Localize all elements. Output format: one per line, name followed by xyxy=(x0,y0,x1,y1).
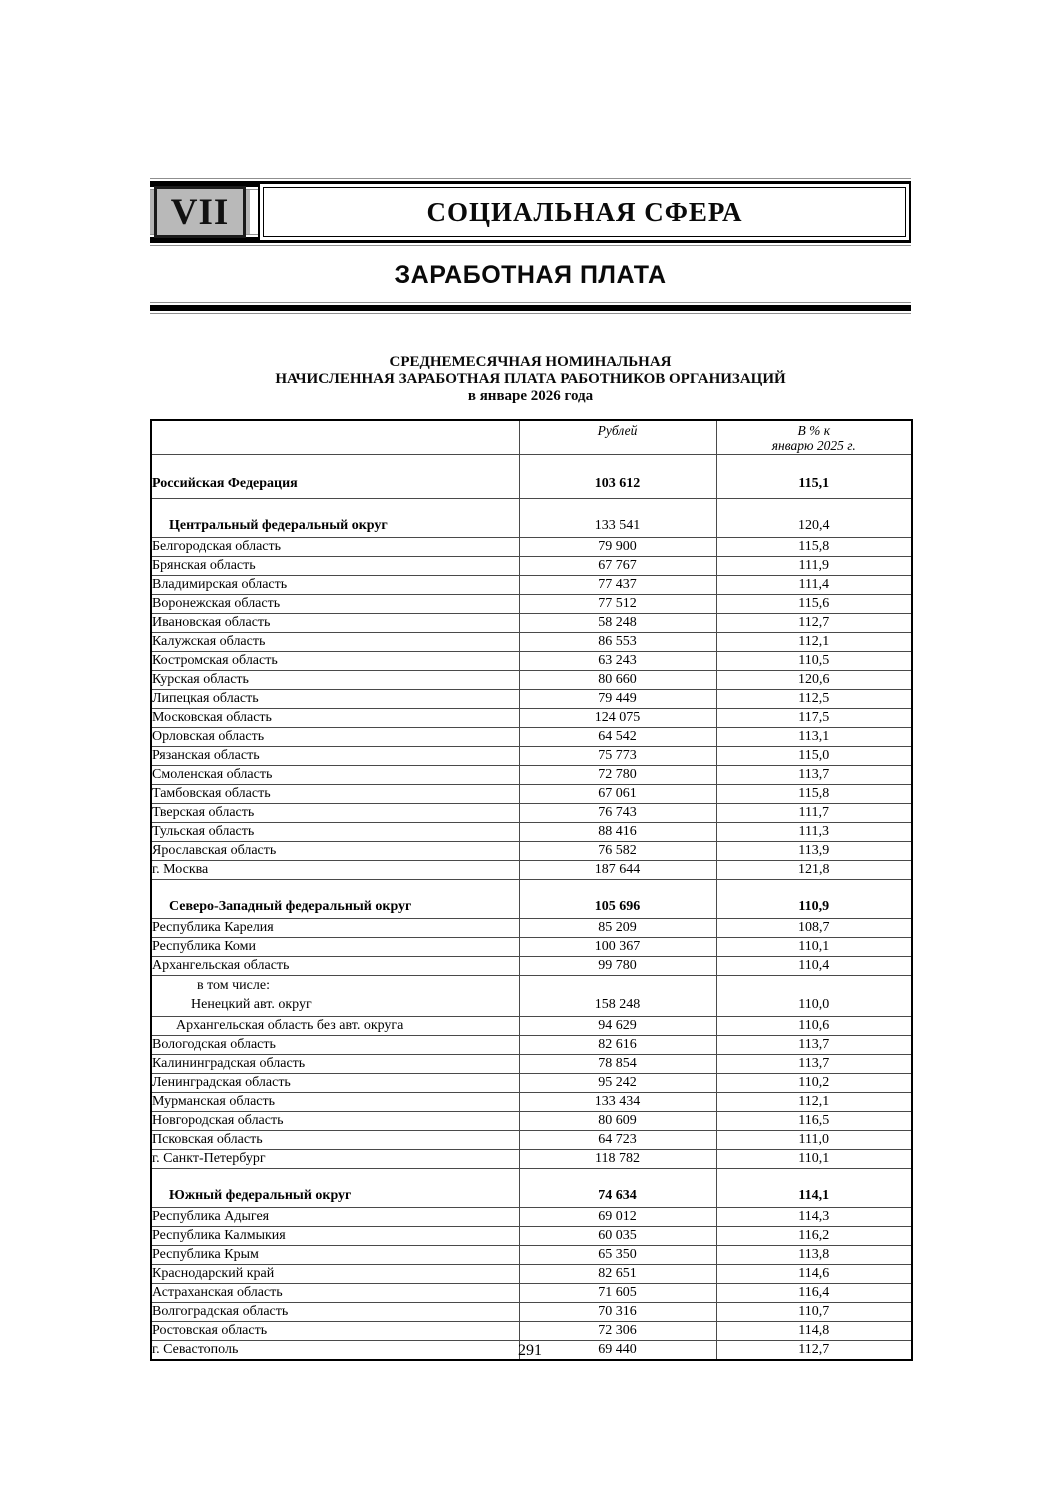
table-row xyxy=(151,727,912,746)
rubles-cell: 94 629 xyxy=(519,1016,716,1035)
percent-cell: 110,4 xyxy=(716,956,912,975)
rubles-column-header: Рублей xyxy=(519,420,716,454)
table-row xyxy=(151,879,912,918)
percent-cell: 110,6 xyxy=(716,1016,912,1035)
table-row xyxy=(151,454,912,498)
rubles-cell: 100 367 xyxy=(519,937,716,956)
table-row xyxy=(151,746,912,765)
region-label-cell: Республика Карелия xyxy=(151,918,519,937)
percent-cell: 110,2 xyxy=(716,1073,912,1092)
table-row xyxy=(151,918,912,937)
region-label-cell: Ярославская область xyxy=(151,841,519,860)
page-content xyxy=(150,178,911,1361)
region-label-cell: Тульская область xyxy=(151,822,519,841)
percent-cell: 112,1 xyxy=(716,1092,912,1111)
chapter-header xyxy=(150,178,911,246)
table-row xyxy=(151,1054,912,1073)
region-label-cell: г. Москва xyxy=(151,860,519,879)
chapter-title-box xyxy=(258,182,911,242)
region-label-cell: Республика Коми xyxy=(151,937,519,956)
chapter-number: VII xyxy=(170,191,230,233)
region-label-cell: Тамбовская область xyxy=(151,784,519,803)
percent-column-header xyxy=(716,420,912,454)
rubles-cell: 63 243 xyxy=(519,651,716,670)
row-label: Ненецкий авт. округ xyxy=(191,996,312,1012)
chapter-number-box xyxy=(154,186,246,238)
region-label-cell: Орловская область xyxy=(151,727,519,746)
region-label-cell: Липецкая область xyxy=(151,689,519,708)
rubles-cell: 79 449 xyxy=(519,689,716,708)
page-number: 291 xyxy=(518,1342,542,1359)
percent-column-header-line1: В % к xyxy=(797,423,831,438)
rubles-cell: 77 512 xyxy=(519,594,716,613)
region-label-cell: Московская область xyxy=(151,708,519,727)
region-label-cell: г. Севастополь xyxy=(151,1340,519,1360)
region-label-cell: Смоленская область xyxy=(151,765,519,784)
region-label-cell: Ленинградская область xyxy=(151,1073,519,1092)
table-row xyxy=(151,1207,912,1226)
rubles-cell: 133 541 xyxy=(519,498,716,537)
rubles-cell: 82 616 xyxy=(519,1035,716,1054)
rubles-cell: 71 605 xyxy=(519,1283,716,1302)
region-label-cell: Ивановская область xyxy=(151,613,519,632)
rubles-cell: 74 634 xyxy=(519,1168,716,1207)
region-label-cell: Курская область xyxy=(151,670,519,689)
table-row xyxy=(151,1321,912,1340)
rubles-cell: 124 075 xyxy=(519,708,716,727)
table-row xyxy=(151,956,912,975)
percent-cell: 115,1 xyxy=(716,454,912,498)
rubles-cell: 103 612 xyxy=(519,454,716,498)
table-row xyxy=(151,765,912,784)
table-row xyxy=(151,556,912,575)
table-row xyxy=(151,1226,912,1245)
table-title xyxy=(150,354,911,405)
wages-table-body xyxy=(151,454,912,1360)
rubles-cell: 80 660 xyxy=(519,670,716,689)
rubles-cell: 69 440 xyxy=(519,1340,716,1360)
percent-cell: 110,1 xyxy=(716,937,912,956)
region-label-cell: г. Санкт-Петербург xyxy=(151,1149,519,1168)
percent-cell: 112,1 xyxy=(716,632,912,651)
percent-cell: 114,8 xyxy=(716,1321,912,1340)
rubles-cell: 99 780 xyxy=(519,956,716,975)
percent-cell: 111,7 xyxy=(716,803,912,822)
table-row xyxy=(151,975,912,1016)
region-label-cell: Калининградская область xyxy=(151,1054,519,1073)
table-row xyxy=(151,1073,912,1092)
table-row xyxy=(151,937,912,956)
percent-cell: 121,8 xyxy=(716,860,912,879)
region-label-cell: Белгородская область xyxy=(151,537,519,556)
table-row xyxy=(151,594,912,613)
table-row xyxy=(151,670,912,689)
percent-cell: 116,5 xyxy=(716,1111,912,1130)
percent-cell: 114,3 xyxy=(716,1207,912,1226)
rubles-cell: 58 248 xyxy=(519,613,716,632)
region-label-cell: Архангельская область без авт. округа xyxy=(151,1016,519,1035)
percent-cell: 111,4 xyxy=(716,575,912,594)
rubles-cell: 60 035 xyxy=(519,1226,716,1245)
header-rule-bottom xyxy=(150,302,911,314)
percent-cell: 113,9 xyxy=(716,841,912,860)
region-label-cell: Республика Крым xyxy=(151,1245,519,1264)
table-row xyxy=(151,1302,912,1321)
percent-cell: 111,3 xyxy=(716,822,912,841)
percent-cell: 113,1 xyxy=(716,727,912,746)
percent-column-header-line2: январю 2025 г. xyxy=(771,438,856,453)
rubles-cell: 75 773 xyxy=(519,746,716,765)
table-row xyxy=(151,613,912,632)
percent-cell: 114,1 xyxy=(716,1168,912,1207)
percent-cell: 116,4 xyxy=(716,1283,912,1302)
percent-cell: 110,7 xyxy=(716,1302,912,1321)
rubles-cell: 105 696 xyxy=(519,879,716,918)
wages-table-header xyxy=(151,420,912,454)
percent-cell: 120,4 xyxy=(716,498,912,537)
region-label-cell: Центральный федеральный округ xyxy=(151,498,519,537)
rubles-cell: 72 780 xyxy=(519,765,716,784)
region-label-cell: Мурманская область xyxy=(151,1092,519,1111)
percent-cell: 112,5 xyxy=(716,689,912,708)
region-label-cell: Республика Калмыкия xyxy=(151,1226,519,1245)
percent-cell: 114,6 xyxy=(716,1264,912,1283)
rubles-cell: 76 743 xyxy=(519,803,716,822)
percent-cell: 112,7 xyxy=(716,1340,912,1360)
table-row xyxy=(151,1092,912,1111)
table-row xyxy=(151,1111,912,1130)
rubles-cell: 64 542 xyxy=(519,727,716,746)
rubles-cell: 72 306 xyxy=(519,1321,716,1340)
table-row xyxy=(151,689,912,708)
percent-cell: 117,5 xyxy=(716,708,912,727)
region-label-cell: Воронежская область xyxy=(151,594,519,613)
region-label-cell xyxy=(151,975,519,1016)
table-row xyxy=(151,1168,912,1207)
table-row xyxy=(151,575,912,594)
rubles-cell: 67 061 xyxy=(519,784,716,803)
wages-table xyxy=(150,419,913,1361)
rubles-cell: 78 854 xyxy=(519,1054,716,1073)
rubles-cell: 158 248 xyxy=(519,975,716,1016)
percent-cell: 111,9 xyxy=(716,556,912,575)
rubles-cell: 79 900 xyxy=(519,537,716,556)
rubles-cell: 133 434 xyxy=(519,1092,716,1111)
rubles-cell: 70 316 xyxy=(519,1302,716,1321)
percent-cell: 110,9 xyxy=(716,879,912,918)
percent-cell: 113,7 xyxy=(716,765,912,784)
table-row xyxy=(151,498,912,537)
table-header-row xyxy=(151,420,912,454)
table-title-line2: НАЧИСЛЕННАЯ ЗАРАБОТНАЯ ПЛАТА РАБОТНИКОВ ОРГАНИЗАЦИЙ xyxy=(275,371,786,387)
region-label-cell: Рязанская область xyxy=(151,746,519,765)
percent-cell: 115,8 xyxy=(716,784,912,803)
chapter-title: СОЦИАЛЬНАЯ СФЕРА xyxy=(426,196,743,227)
percent-cell: 120,6 xyxy=(716,670,912,689)
table-row xyxy=(151,1149,912,1168)
table-row xyxy=(151,822,912,841)
table-row xyxy=(151,1264,912,1283)
region-label-cell: Российская Федерация xyxy=(151,454,519,498)
rubles-cell: 88 416 xyxy=(519,822,716,841)
rubles-cell: 67 767 xyxy=(519,556,716,575)
percent-cell: 108,7 xyxy=(716,918,912,937)
region-label-cell: Псковская область xyxy=(151,1130,519,1149)
percent-cell: 116,2 xyxy=(716,1226,912,1245)
table-row xyxy=(151,803,912,822)
region-label-cell: Тверская область xyxy=(151,803,519,822)
rubles-cell: 64 723 xyxy=(519,1130,716,1149)
rubles-cell: 118 782 xyxy=(519,1149,716,1168)
region-label-cell: Северо-Западный федеральный округ xyxy=(151,879,519,918)
region-label-cell: Новгородская область xyxy=(151,1111,519,1130)
row-note: в том числе: xyxy=(197,977,270,993)
rubles-cell: 69 012 xyxy=(519,1207,716,1226)
table-row xyxy=(151,651,912,670)
region-label-cell: Волгоградская область xyxy=(151,1302,519,1321)
table-row xyxy=(151,537,912,556)
table-title-line1: СРЕДНЕМЕСЯЧНАЯ НОМИНАЛЬНАЯ xyxy=(389,354,672,370)
rubles-cell: 77 437 xyxy=(519,575,716,594)
table-row xyxy=(151,632,912,651)
percent-cell: 113,8 xyxy=(716,1245,912,1264)
percent-cell: 110,0 xyxy=(716,975,912,1016)
percent-cell: 111,0 xyxy=(716,1130,912,1149)
region-label-cell: Ростовская область xyxy=(151,1321,519,1340)
region-label-cell: Костромская область xyxy=(151,651,519,670)
region-label-cell: Калужская область xyxy=(151,632,519,651)
region-label-cell: Архангельская область xyxy=(151,956,519,975)
rubles-cell: 80 609 xyxy=(519,1111,716,1130)
table-row xyxy=(151,784,912,803)
rubles-cell: 85 209 xyxy=(519,918,716,937)
percent-cell: 115,8 xyxy=(716,537,912,556)
region-label-cell: Краснодарский край xyxy=(151,1264,519,1283)
region-label-cell: Южный федеральный округ xyxy=(151,1168,519,1207)
region-column-header xyxy=(151,420,519,454)
table-row xyxy=(151,841,912,860)
table-title-line3: в январе 2026 года xyxy=(467,388,594,404)
percent-cell: 110,1 xyxy=(716,1149,912,1168)
percent-cell: 112,7 xyxy=(716,613,912,632)
table-row xyxy=(151,1035,912,1054)
percent-cell: 110,5 xyxy=(716,651,912,670)
rubles-cell: 65 350 xyxy=(519,1245,716,1264)
section-title: ЗАРАБОТНАЯ ПЛАТА xyxy=(394,261,667,289)
table-row xyxy=(151,1016,912,1035)
rubles-cell: 76 582 xyxy=(519,841,716,860)
region-label-cell: Вологодская область xyxy=(151,1035,519,1054)
table-row xyxy=(151,708,912,727)
table-row xyxy=(151,860,912,879)
percent-cell: 115,0 xyxy=(716,746,912,765)
table-row xyxy=(151,1245,912,1264)
table-row xyxy=(151,1130,912,1149)
rubles-cell: 187 644 xyxy=(519,860,716,879)
region-label-cell: Брянская область xyxy=(151,556,519,575)
percent-cell: 113,7 xyxy=(716,1035,912,1054)
percent-cell: 115,6 xyxy=(716,594,912,613)
region-label-cell: Астраханская область xyxy=(151,1283,519,1302)
rubles-cell: 86 553 xyxy=(519,632,716,651)
region-label-cell: Владимирская область xyxy=(151,575,519,594)
percent-cell: 113,7 xyxy=(716,1054,912,1073)
rubles-cell: 95 242 xyxy=(519,1073,716,1092)
rubles-cell: 82 651 xyxy=(519,1264,716,1283)
region-label-cell: Республика Адыгея xyxy=(151,1207,519,1226)
table-row xyxy=(151,1283,912,1302)
